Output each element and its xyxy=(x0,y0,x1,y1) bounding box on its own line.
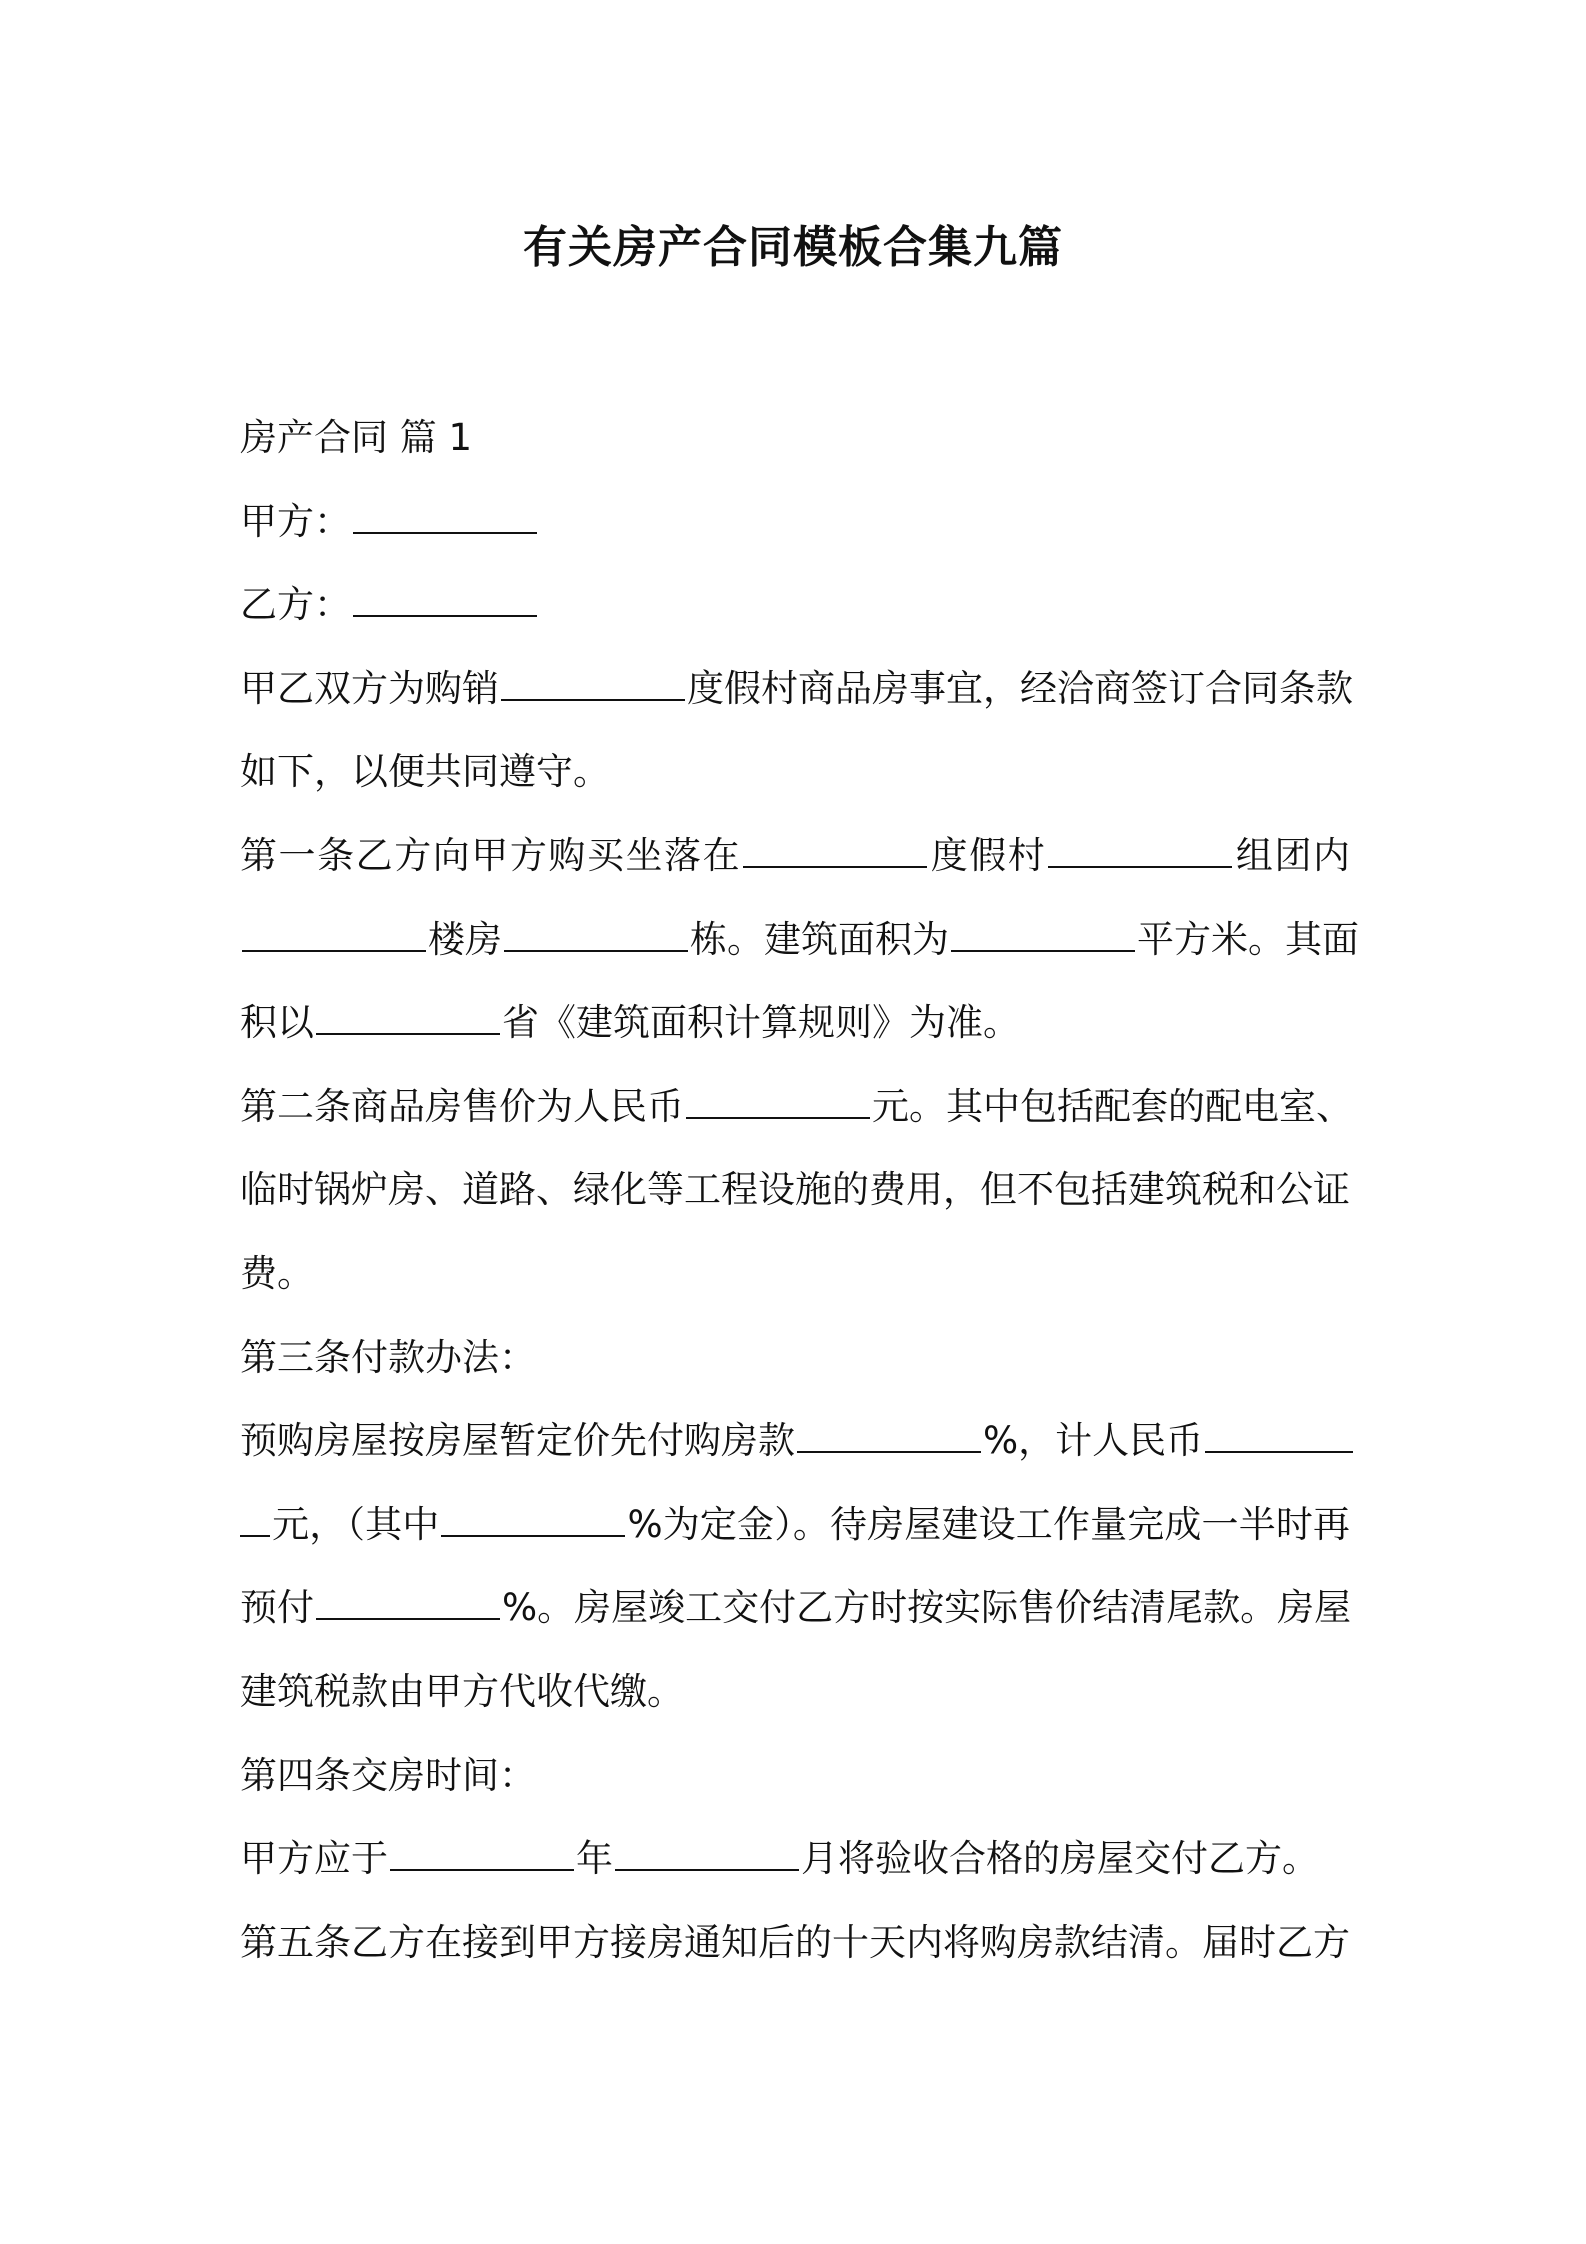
fill-in-blank[interactable] xyxy=(501,661,685,701)
line-text: 度假村商品房事宜，经洽商签订合同条款 xyxy=(687,666,1353,710)
document-title: 有关房产合同模板合集九篇 xyxy=(523,222,1063,273)
line-text: 费。 xyxy=(240,1251,314,1295)
document-line xyxy=(240,1411,1350,1495)
line-text: 组团内 xyxy=(1234,833,1351,877)
document-line xyxy=(240,1495,1350,1579)
document-line xyxy=(240,1662,1350,1746)
line-text: 第四条交房时间： xyxy=(240,1753,536,1797)
document-line xyxy=(240,575,1350,659)
line-text: 月将验收合格的房屋交付乙方。 xyxy=(801,1837,1319,1881)
fill-in-blank[interactable] xyxy=(390,1831,574,1871)
fill-in-blank[interactable] xyxy=(504,912,688,952)
line-text: 预付 xyxy=(240,1586,314,1630)
fill-in-blank[interactable] xyxy=(242,912,426,952)
document-body xyxy=(240,408,1359,1996)
document-line xyxy=(240,993,1350,1077)
line-text: 第五条乙方在接到甲方接房通知后的十天内将购房款结清。届时乙方 xyxy=(240,1920,1350,1964)
fill-in-blank[interactable] xyxy=(686,1079,870,1119)
document-line xyxy=(240,826,1350,910)
fill-in-blank[interactable] xyxy=(316,995,500,1035)
document-line xyxy=(240,1160,1350,1244)
fill-in-blank[interactable] xyxy=(353,494,537,534)
line-text: 年 xyxy=(576,1837,613,1881)
document-line xyxy=(240,1829,1350,1913)
line-text: 积以 xyxy=(240,1001,314,1045)
line-text: 建筑税款由甲方代收代缴。 xyxy=(240,1669,684,1713)
line-text: 省《建筑面积计算规则》为准。 xyxy=(502,1001,1020,1045)
fill-in-blank[interactable] xyxy=(951,912,1135,952)
line-text: 甲乙双方为购销 xyxy=(240,666,499,710)
document-line xyxy=(240,1077,1353,1161)
fill-in-blank[interactable] xyxy=(615,1831,799,1871)
line-text: 甲方： xyxy=(240,499,351,543)
line-text: 乙方： xyxy=(240,583,351,627)
line-text: 如下，以便共同遵守。 xyxy=(240,750,610,794)
line-text: 第一条乙方向甲方购买坐落在 xyxy=(240,833,742,877)
fill-in-blank[interactable] xyxy=(1048,828,1232,868)
line-text: 房产合同 篇 1 xyxy=(240,416,473,459)
line-text: 第三条付款办法： xyxy=(240,1335,536,1379)
document-line xyxy=(240,910,1359,994)
line-text: 楼房 xyxy=(428,917,502,961)
line-text: %为定金）。待房屋建设工作量完成一半时再 xyxy=(627,1502,1351,1546)
document-line xyxy=(240,408,1350,492)
fill-in-blank[interactable] xyxy=(1205,1413,1353,1453)
line-text: 第二条商品房售价为人民币 xyxy=(240,1084,684,1128)
line-text: 元。其中包括配套的配电室、 xyxy=(872,1084,1353,1128)
line-text: 度假村 xyxy=(929,833,1047,877)
document-line xyxy=(240,1328,1350,1412)
document-line xyxy=(240,1746,1350,1830)
fill-in-blank[interactable] xyxy=(316,1580,500,1620)
line-text: %，计人民币 xyxy=(983,1419,1204,1463)
fill-in-blank[interactable] xyxy=(240,1497,270,1537)
document-line xyxy=(240,1578,1350,1662)
line-text: 元，（其中 xyxy=(272,1502,440,1546)
document-line xyxy=(240,742,1350,826)
document-line xyxy=(240,1913,1350,1997)
line-text: 甲方应于 xyxy=(240,1837,388,1881)
fill-in-blank[interactable] xyxy=(797,1413,981,1453)
line-text: 临时锅炉房、道路、绿化等工程设施的费用，但不包括建筑税和公证 xyxy=(240,1168,1350,1212)
fill-in-blank[interactable] xyxy=(353,577,537,617)
document-line xyxy=(240,659,1353,743)
line-text: %。房屋竣工交付乙方时按实际售价结清尾款。房屋 xyxy=(502,1586,1352,1630)
fill-in-blank[interactable] xyxy=(441,1497,625,1537)
line-text: 平方米。其面 xyxy=(1137,917,1359,961)
line-text: 预购房屋按房屋暂定价先付购房款 xyxy=(240,1419,795,1463)
document-line xyxy=(240,492,1350,576)
document-line xyxy=(240,1244,1350,1328)
fill-in-blank[interactable] xyxy=(743,828,927,868)
line-text: 栋。建筑面积为 xyxy=(690,917,949,961)
